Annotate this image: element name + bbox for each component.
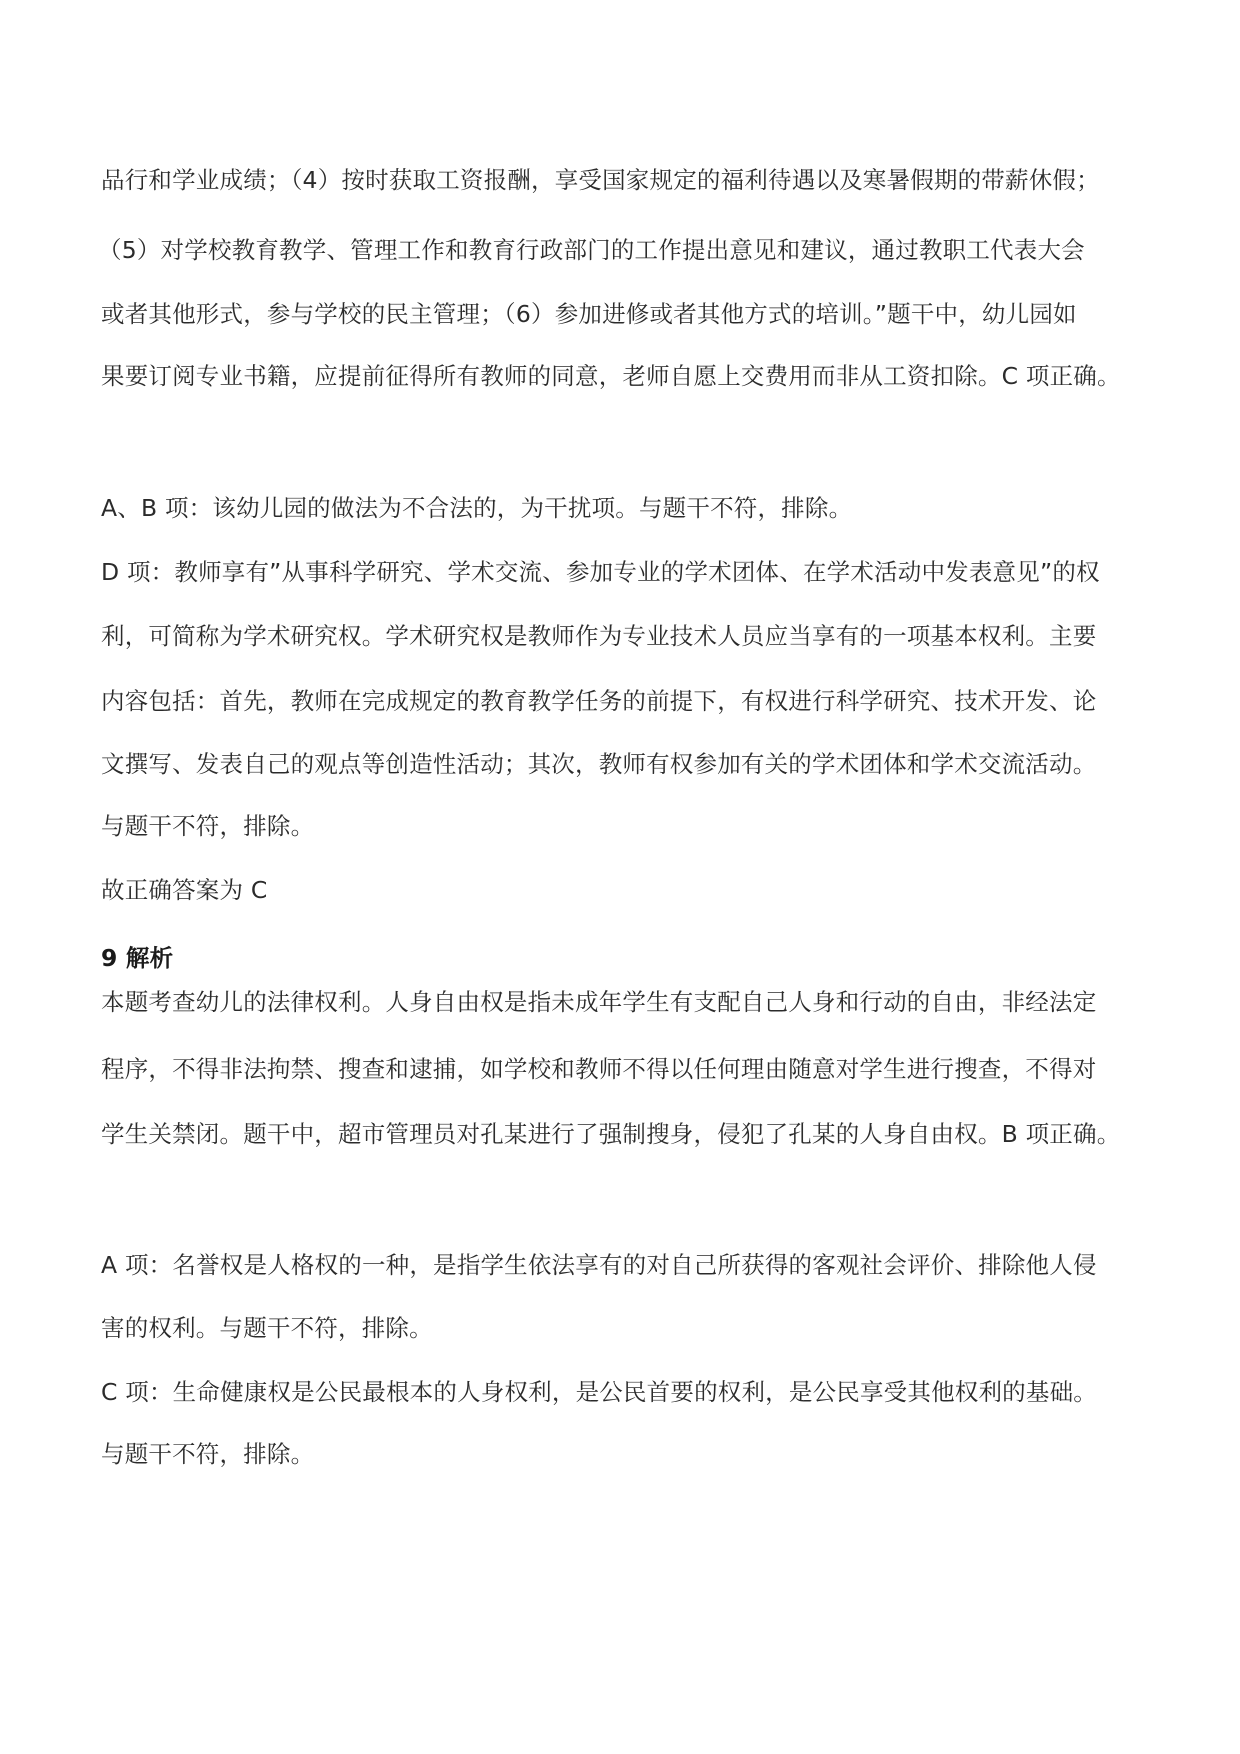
- paragraph-line: 程序，不得非法拘禁、搜查和逮捕，如学校和教师不得以任何理由随意对学生进行搜查，不得对: [101, 1055, 1097, 1083]
- paragraph-line: 学生关禁闭。题干中，超市管理员对孔某进行了强制搜身，侵犯了孔某的人身自由权。B 项正确。: [101, 1120, 1121, 1148]
- option-d-line: 内容包括：首先，教师在完成规定的教育教学任务的前提下，有权进行科学研究、技术开发、论: [101, 687, 1097, 715]
- answer-text: 故正确答案为 C: [101, 876, 268, 904]
- option-d-line: D 项：教师享有”从事科学研究、学术交流、参加专业的学术团体、在学术活动中发表意见”的权: [101, 558, 1100, 586]
- option-c-line: C 项：生命健康权是公民最根本的人身权利，是公民首要的权利，是公民享受其他权利的基础。: [101, 1378, 1097, 1406]
- paragraph-line: 品行和学业成绩；（4）按时获取工资报酬，享受国家规定的福利待遇以及寒暑假期的带薪休假；: [101, 166, 1100, 194]
- option-a-line: A 项：名誉权是人格权的一种，是指学生依法享有的对自己所获得的客观社会评价、排除他人侵: [101, 1251, 1097, 1279]
- option-c-line: 与题干不符，排除。: [101, 1440, 315, 1468]
- option-d-line: 文撰写、发表自己的观点等创造性活动；其次，教师有权参加有关的学术团体和学术交流活动。: [101, 750, 1097, 778]
- option-d-line: 利，可简称为学术研究权。学术研究权是教师作为专业技术人员应当享有的一项基本权利。主要: [101, 622, 1097, 650]
- section-heading: 9 解析: [101, 944, 174, 972]
- paragraph-line: 本题考查幼儿的法律权利。人身自由权是指未成年学生有支配自己人身和行动的自由，非经法定: [101, 988, 1097, 1016]
- paragraph-line: 或者其他形式，参与学校的民主管理；（6）参加进修或者其他方式的培训。”题干中，幼儿园如: [101, 300, 1077, 328]
- option-a-line: 害的权利。与题干不符，排除。: [101, 1314, 433, 1342]
- paragraph-line: 果要订阅专业书籍，应提前征得所有教师的同意，老师自愿上交费用而非从工资扣除。C 项正确。: [101, 362, 1121, 390]
- option-d-line: 与题干不符，排除。: [101, 812, 315, 840]
- option-ab-text: A、B 项：该幼儿园的做法为不合法的，为干扰项。与题干不符，排除。: [101, 494, 853, 522]
- paragraph-line: （5）对学校教育教学、管理工作和教育行政部门的工作提出意见和建议，通过教职工代表大会: [98, 236, 1085, 264]
